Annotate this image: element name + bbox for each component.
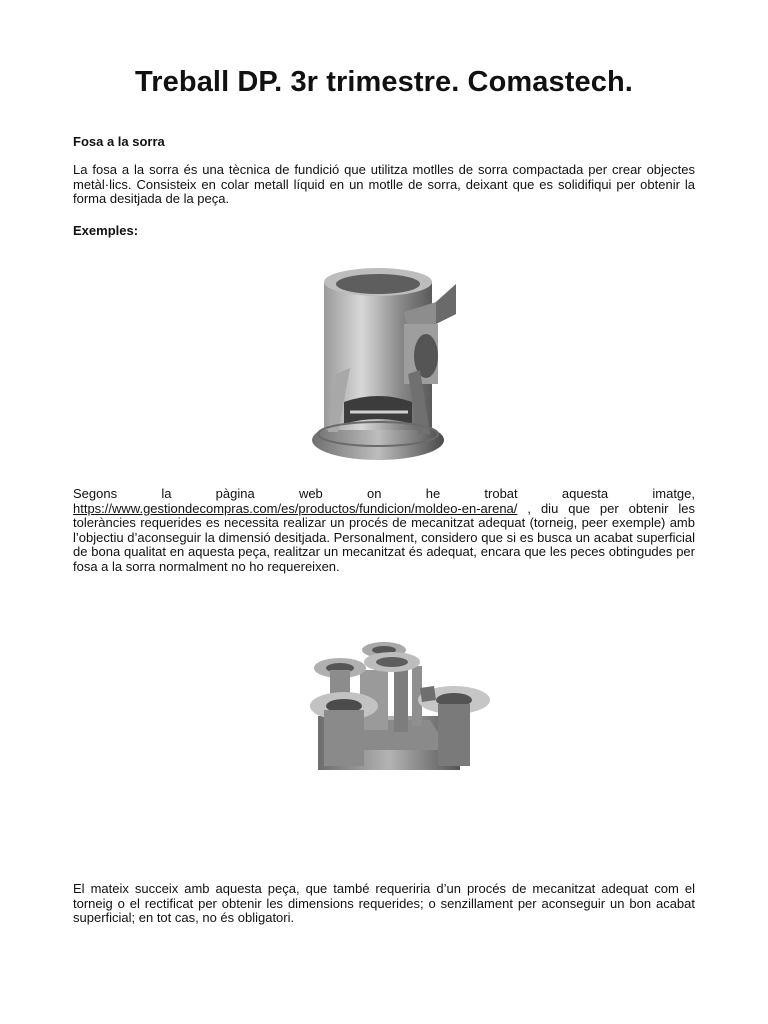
page-title: Treball DP. 3r trimestre. Comastech. <box>135 66 633 98</box>
paragraph-3: El mateix succeix amb aquesta peça, que també requeriria d’un procés de mecanitzat adequat com el torneig o el rectificat per obtenir les dimensions requerides; o senzillament per aconseguir un bon acabat superficial; en tot cas, no és obligatori. <box>73 881 695 926</box>
intro-paragraph: La fosa a la sorra és una tècnica de fundició que utilitza motlles de sorra compactada per crear objectes metàl·lics. Consisteix en colar metall líquid en un motlle de sorra, deixant que es solidifiqui per obtenir la forma desitjada de la peça. <box>73 162 695 207</box>
examples-heading: Exemples: <box>73 223 139 238</box>
source-link[interactable]: https://www.gestiondecompras.com/es/productos/fundicion/moldeo-en-arena/ <box>73 500 518 516</box>
paragraph-2: Segons la pàgina web on he trobat aquesta imatge, https://www.gestiondecompras.com/es/productos/fundicion/moldeo-en-arena/ , diu que per obtenir les toleràncies requerides es necessita realizar un procés de mecanitzat adequat (torneig, peer exemple) amb l’objectiu d’aconseguir la dimensió desitjada. Personalment, considero que si es busca un acabat superficial de bona qualitat en aquesta peça, realitzar un mecanitzat és adequat, encara que les peces obtingudes per fosa a la sorra normalment no ho requereixen. <box>73 486 695 574</box>
section-heading: Fosa a la sorra <box>73 134 165 149</box>
cast-housing-image <box>308 262 464 466</box>
cast-manifold-image <box>300 630 496 780</box>
